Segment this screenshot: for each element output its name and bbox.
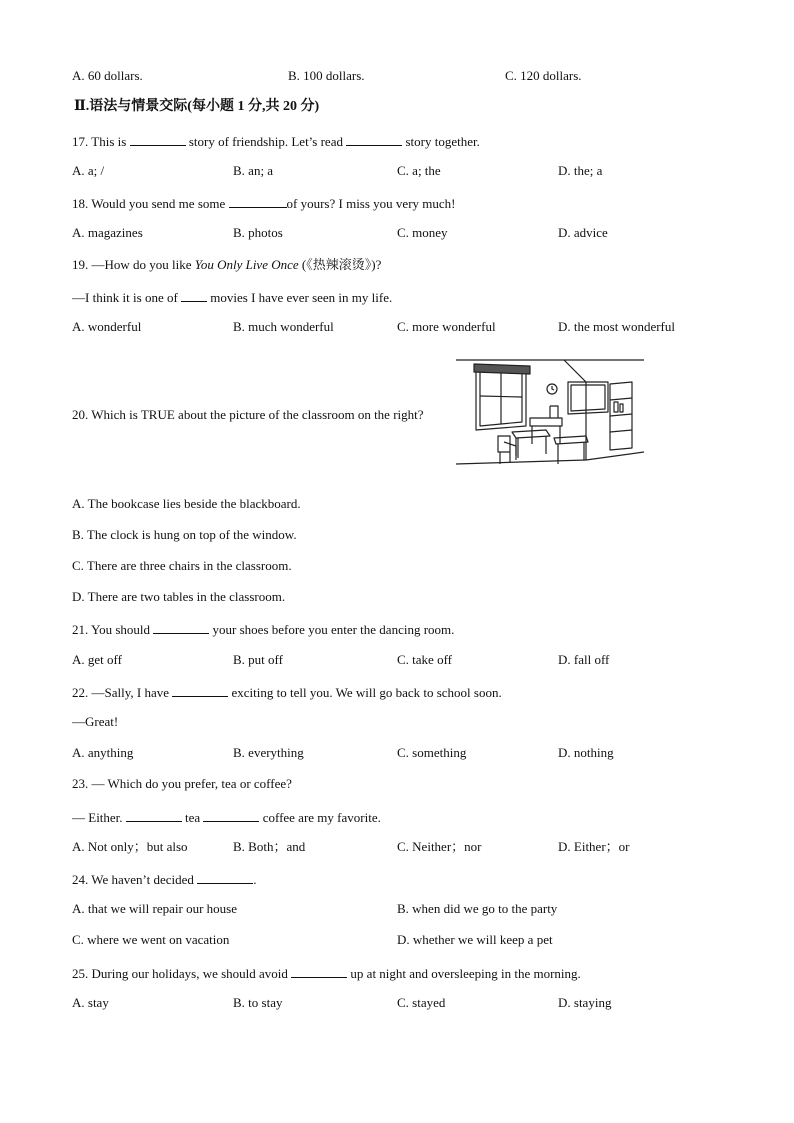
q17-blank-1: [130, 133, 186, 146]
q19-blank: [181, 289, 207, 302]
q21-stem-b: your shoes before you enter the dancing room.: [209, 622, 455, 637]
q23-stem: 23. — Which do you prefer, tea or coffee?: [72, 776, 292, 791]
q17-stem-a: 17. This is: [72, 134, 130, 149]
q23-reply-c: coffee are my favorite.: [259, 810, 381, 825]
q20-option-d[interactable]: D. There are two tables in the classroom.: [72, 589, 286, 604]
q24-option-b[interactable]: B. when did we go to the party: [397, 901, 558, 916]
q23-option-c[interactable]: C. Neither；nor: [397, 839, 482, 854]
q19-stem-a: 19. —How do you like: [72, 257, 195, 272]
q19-reply-a: —I think it is one of: [72, 290, 182, 305]
q24-blank: [197, 871, 253, 884]
q21-option-c[interactable]: C. take off: [397, 652, 452, 667]
q22-stem-b: exciting to tell you. We will go back to school soon.: [228, 685, 502, 700]
q16-option-b[interactable]: B. 100 dollars.: [288, 68, 365, 83]
q22-option-b[interactable]: B. everything: [233, 745, 304, 760]
q25-stem-a: 25. During our holidays, we should avoid: [72, 966, 292, 981]
q17-option-c[interactable]: C. a; the: [397, 163, 441, 178]
q20-option-b[interactable]: B. The clock is hung on top of the window.: [72, 527, 297, 542]
q16-option-a[interactable]: A. 60 dollars.: [72, 68, 143, 83]
q18-stem: [72, 195, 455, 210]
q19-reply-b: movies I have ever seen in my life.: [207, 290, 393, 305]
q18-blank: [229, 195, 287, 208]
q19-option-d[interactable]: D. the most wonderful: [558, 319, 675, 334]
q22-option-a[interactable]: A. anything: [72, 745, 134, 760]
q21-stem-a: 21. You should: [72, 622, 154, 637]
q25-stem: [72, 965, 581, 980]
q18-option-c[interactable]: C. money: [397, 225, 448, 240]
q25-option-a[interactable]: A. stay: [72, 995, 109, 1010]
q19-reply: [72, 289, 392, 304]
q23-option-a[interactable]: A. Not only；but also: [72, 839, 188, 854]
q19-movie-title: You Only Live Once: [194, 257, 299, 272]
section-heading: Ⅱ.语法与情景交际(每小题 1 分,共 20 分): [74, 99, 320, 114]
q18-option-b[interactable]: B. photos: [233, 225, 283, 240]
q25-stem-b: up at night and oversleeping in the morning.: [347, 966, 581, 981]
q22-option-d[interactable]: D. nothing: [558, 745, 614, 760]
q22-option-c[interactable]: C. something: [397, 745, 467, 760]
q21-blank: [153, 621, 209, 634]
q22-stem: [72, 684, 502, 699]
q17-stem-b: story of friendship. Let’s read: [185, 134, 347, 149]
q23-option-d[interactable]: D. Either；or: [558, 839, 630, 854]
q19-option-c[interactable]: C. more wonderful: [397, 319, 496, 334]
q18-option-a[interactable]: A. magazines: [72, 225, 143, 240]
q19-stem: [72, 258, 381, 271]
q22-blank: [172, 684, 228, 697]
q20-option-c[interactable]: C. There are three chairs in the classroom.: [72, 558, 292, 573]
q23-reply: [72, 809, 381, 824]
q23-reply-a: — Either.: [72, 810, 126, 825]
q24-option-d[interactable]: D. whether we will keep a pet: [397, 932, 553, 947]
q17-blank-2: [346, 133, 402, 146]
q17-option-b[interactable]: B. an; a: [233, 163, 274, 178]
q17-option-a[interactable]: A. a; /: [72, 163, 105, 178]
q21-option-b[interactable]: B. put off: [233, 652, 283, 667]
q25-option-c[interactable]: C. stayed: [397, 995, 446, 1010]
q23-reply-b: tea: [181, 810, 204, 825]
q19-option-b[interactable]: B. much wonderful: [233, 319, 334, 334]
q23-option-b[interactable]: B. Both；and: [233, 839, 306, 854]
q24-stem-a: 24. We haven’t decided: [72, 872, 198, 887]
q18-stem-b: of yours? I miss you very much!: [286, 196, 456, 211]
q18-option-d[interactable]: D. advice: [558, 225, 608, 240]
q19-option-a[interactable]: A. wonderful: [72, 319, 142, 334]
q21-stem: [72, 621, 454, 636]
q22-stem-a: 22. —Sally, I have: [72, 685, 173, 700]
q24-stem-b: .: [253, 872, 257, 887]
q23-blank-2: [203, 809, 259, 822]
q21-option-d[interactable]: D. fall off: [558, 652, 610, 667]
q25-blank: [291, 965, 347, 978]
q24-option-c[interactable]: C. where we went on vacation: [72, 932, 230, 947]
q17-stem-c: story together.: [402, 134, 480, 149]
q25-option-b[interactable]: B. to stay: [233, 995, 283, 1010]
q22-reply: —Great!: [72, 714, 119, 729]
q20-option-a[interactable]: A. The bookcase lies beside the blackboard.: [72, 496, 301, 511]
q16-option-c[interactable]: C. 120 dollars.: [505, 68, 582, 83]
q20-stem: 20. Which is TRUE about the picture of the classroom on the right?: [72, 407, 424, 422]
q18-stem-a: 18. Would you send me some: [72, 196, 229, 211]
q17-option-d[interactable]: D. the; a: [558, 163, 603, 178]
q25-option-d[interactable]: D. staying: [558, 995, 612, 1010]
q23-blank-1: [126, 809, 182, 822]
q17-stem: [72, 133, 480, 148]
q21-option-a[interactable]: A. get off: [72, 652, 122, 667]
q24-stem: [72, 871, 256, 886]
classroom-illustration: [454, 352, 646, 470]
q19-stem-b: (《热辣滚烫》)?: [298, 257, 382, 272]
q24-option-a[interactable]: A. that we will repair our house: [72, 901, 237, 916]
